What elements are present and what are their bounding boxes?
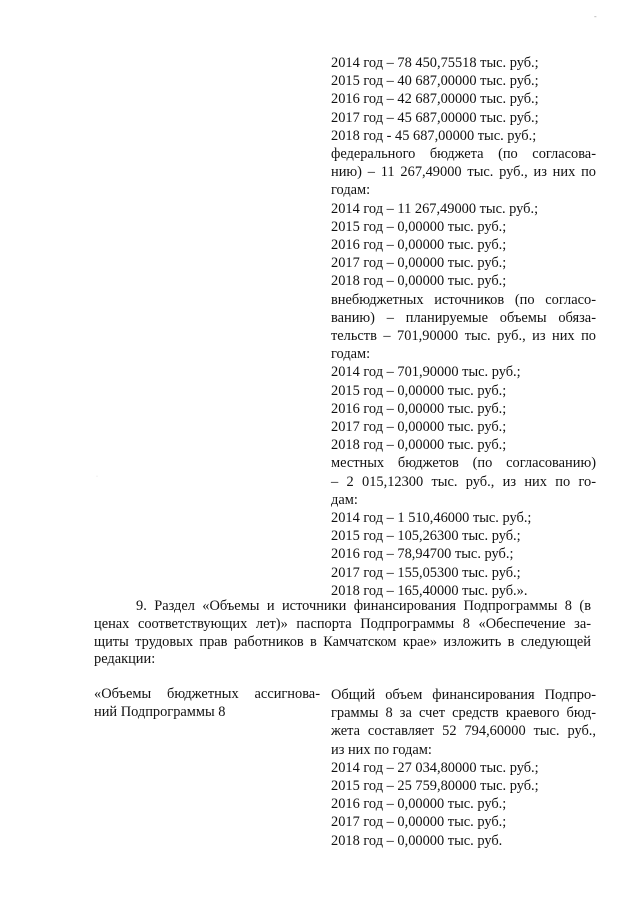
text-line: дам:: [331, 491, 358, 508]
text-line: местных бюджетов (по согласованию): [331, 455, 596, 472]
paragraph-line: 9. Раздел «Объемы и источники финансирования Подпрограммы 8 (в: [136, 598, 591, 614]
cell-line: граммы 8 за счет средств краевого бюд-: [331, 705, 596, 722]
margin-dot: ·: [96, 474, 98, 480]
text-line: внебюджетных источников (по согласо-: [331, 291, 596, 308]
text-line: 2017 год – 45 687,00000 тыс. руб.;: [331, 109, 539, 126]
text-line: 2018 год – 0,00000 тыс. руб.;: [331, 273, 507, 290]
text-line: федерального бюджета (по согласова-: [331, 146, 596, 163]
text-line: 2017 год – 0,00000 тыс. руб.;: [331, 255, 507, 272]
text-line: 2014 год – 78 450,75518 тыс. руб.;: [331, 55, 539, 71]
text-line: 2015 год – 0,00000 тыс. руб.;: [331, 218, 507, 235]
text-line: ванию) – планируемые объемы обяза-: [331, 309, 596, 326]
text-line: 2014 год – 1 510,46000 тыс. руб.;: [331, 510, 532, 527]
text-line: 2015 год – 0,00000 тыс. руб.;: [331, 382, 507, 399]
text-line: 2016 год – 0,00000 тыс. руб.;: [331, 237, 507, 254]
cell-line: из них по годам:: [331, 741, 432, 758]
cell-line: 2014 год – 27 034,80000 тыс. руб.;: [331, 759, 539, 776]
text-line: тельств – 701,90000 тыс. руб., из них по: [331, 328, 596, 345]
text-line: 2018 год - 45 687,00000 тыс. руб.;: [331, 127, 537, 144]
table-left-cell: [94, 686, 320, 722]
cell-line: 2015 год – 25 759,80000 тыс. руб.;: [331, 778, 539, 795]
text-line: 2017 год – 155,05300 тыс. руб.;: [331, 564, 521, 581]
cell-line: «Объемы бюджетных ассигнова-: [94, 686, 320, 702]
corner-mark: -: [594, 12, 597, 21]
text-line: 2016 год – 0,00000 тыс. руб.;: [331, 400, 507, 417]
text-line: – 2 015,12300 тыс. руб., из них по го-: [331, 473, 596, 490]
cell-line: 2016 год – 0,00000 тыс. руб.;: [331, 796, 507, 813]
funding-sources-block: [331, 54, 596, 600]
paragraph-line: ценах соответствующих лет)» паспорта Подпрограммы 8 «Обеспечение за-: [94, 615, 591, 632]
cell-line: жета составляет 52 794,60000 тыс. руб.,: [331, 723, 596, 740]
text-line: годам:: [331, 346, 371, 363]
cell-line: 2018 год – 0,00000 тыс. руб.: [331, 832, 503, 849]
text-line: 2018 год – 0,00000 тыс. руб.;: [331, 437, 507, 454]
text-line: 2016 год – 78,94700 тыс. руб.;: [331, 546, 514, 563]
text-line: годам:: [331, 182, 371, 199]
text-line: 2017 год – 0,00000 тыс. руб.;: [331, 419, 507, 436]
cell-line: 2017 год – 0,00000 тыс. руб.;: [331, 814, 507, 831]
text-line: 2014 год – 701,90000 тыс. руб.;: [331, 364, 521, 381]
text-line: 2015 год – 105,26300 тыс. руб.;: [331, 528, 521, 545]
cell-line: Общий объем финансирования Подпро-: [331, 687, 596, 703]
text-line: 2015 год – 40 687,00000 тыс. руб.;: [331, 73, 539, 90]
text-line: 2018 год – 165,40000 тыс. руб.».: [331, 582, 528, 599]
cell-line: ний Подпрограммы 8: [94, 703, 226, 720]
text-line: 2014 год – 11 267,49000 тыс. руб.;: [331, 200, 539, 217]
text-line: 2016 год – 42 687,00000 тыс. руб.;: [331, 91, 539, 108]
paragraph-line: редакции:: [94, 651, 156, 668]
section-9-paragraph: [94, 598, 591, 669]
paragraph-line: щиты трудовых прав работников в Камчатском крае» изложить в следующей: [94, 633, 591, 650]
text-line: нию) – 11 267,49000 тыс. руб., из них по: [331, 164, 596, 181]
table-right-cell: [331, 686, 596, 850]
